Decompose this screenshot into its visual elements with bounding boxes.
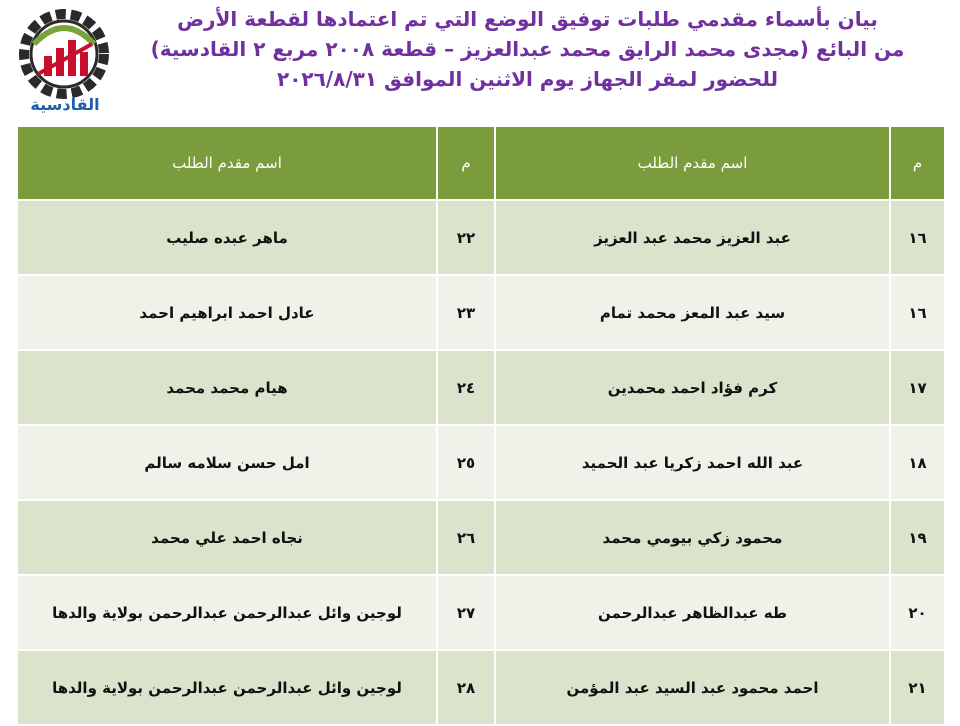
table-row xyxy=(17,575,945,650)
row-number: ٢٧ xyxy=(437,575,495,650)
table-row xyxy=(17,650,945,725)
row-number: ١٦ xyxy=(890,275,945,350)
header-line-3: للحضور لمقر الجهاز يوم الاثنين الموافق ٢٠٢٦/٨/٣١ xyxy=(276,67,779,91)
table-header-row xyxy=(17,126,945,200)
table-row xyxy=(17,275,945,350)
column-header-name: اسم مقدم الطلب xyxy=(17,126,437,200)
table-row xyxy=(17,425,945,500)
row-number: ٢٥ xyxy=(437,425,495,500)
row-number: ١٩ xyxy=(890,500,945,575)
column-header-name: اسم مقدم الطلب xyxy=(495,126,890,200)
logo-text: القادسية xyxy=(30,95,100,114)
header-line-2: من البائع (مجدى محمد الرايق محمد عبدالعزيز – قطعة ٢٠٠٨ مربع ٢ القادسية) xyxy=(150,37,905,61)
gear-logo-icon xyxy=(12,4,112,104)
applicant-name: هيام محمد محمد xyxy=(17,350,437,425)
column-header-num: م xyxy=(437,126,495,200)
table-row xyxy=(17,500,945,575)
row-number: ٢٢ xyxy=(437,200,495,275)
row-number: ٢٨ xyxy=(437,650,495,725)
row-number: ٢٠ xyxy=(890,575,945,650)
row-number: ٢٦ xyxy=(437,500,495,575)
applicant-name: عادل احمد ابراهيم احمد xyxy=(17,275,437,350)
document-header xyxy=(120,4,935,94)
row-number: ١٧ xyxy=(890,350,945,425)
header-line-1: بيان بأسماء مقدمي طلبات توفيق الوضع التي تم اعتمادها لقطعة الأرض xyxy=(177,7,878,31)
column-header-num: م xyxy=(890,126,945,200)
table-row xyxy=(17,350,945,425)
row-number: ١٨ xyxy=(890,425,945,500)
applicant-name: نجاه احمد علي محمد xyxy=(17,500,437,575)
applicant-name: لوجين وائل عبدالرحمن عبدالرحمن بولاية والدها xyxy=(17,575,437,650)
applicant-name: كرم فؤاد احمد محمدين xyxy=(495,350,890,425)
row-number: ٢١ xyxy=(890,650,945,725)
applicant-name: ماهر عبده صليب xyxy=(17,200,437,275)
applicant-name: عبد العزيز محمد عبد العزيز xyxy=(495,200,890,275)
row-number: ١٦ xyxy=(890,200,945,275)
row-number: ٢٤ xyxy=(437,350,495,425)
applicant-name: محمود زكي بيومي محمد xyxy=(495,500,890,575)
applicant-name: سيد عبد المعز محمد تمام xyxy=(495,275,890,350)
applicant-name: عبد الله احمد زكريا عبد الحميد xyxy=(495,425,890,500)
applicants-table xyxy=(16,125,946,726)
applicant-name: لوجين وائل عبدالرحمن عبدالرحمن بولاية والدها xyxy=(17,650,437,725)
applicant-name: احمد محمود عبد السيد عبد المؤمن xyxy=(495,650,890,725)
row-number: ٢٣ xyxy=(437,275,495,350)
applicant-name: امل حسن سلامه سالم xyxy=(17,425,437,500)
applicant-name: طه عبدالظاهر عبدالرحمن xyxy=(495,575,890,650)
table-row xyxy=(17,200,945,275)
